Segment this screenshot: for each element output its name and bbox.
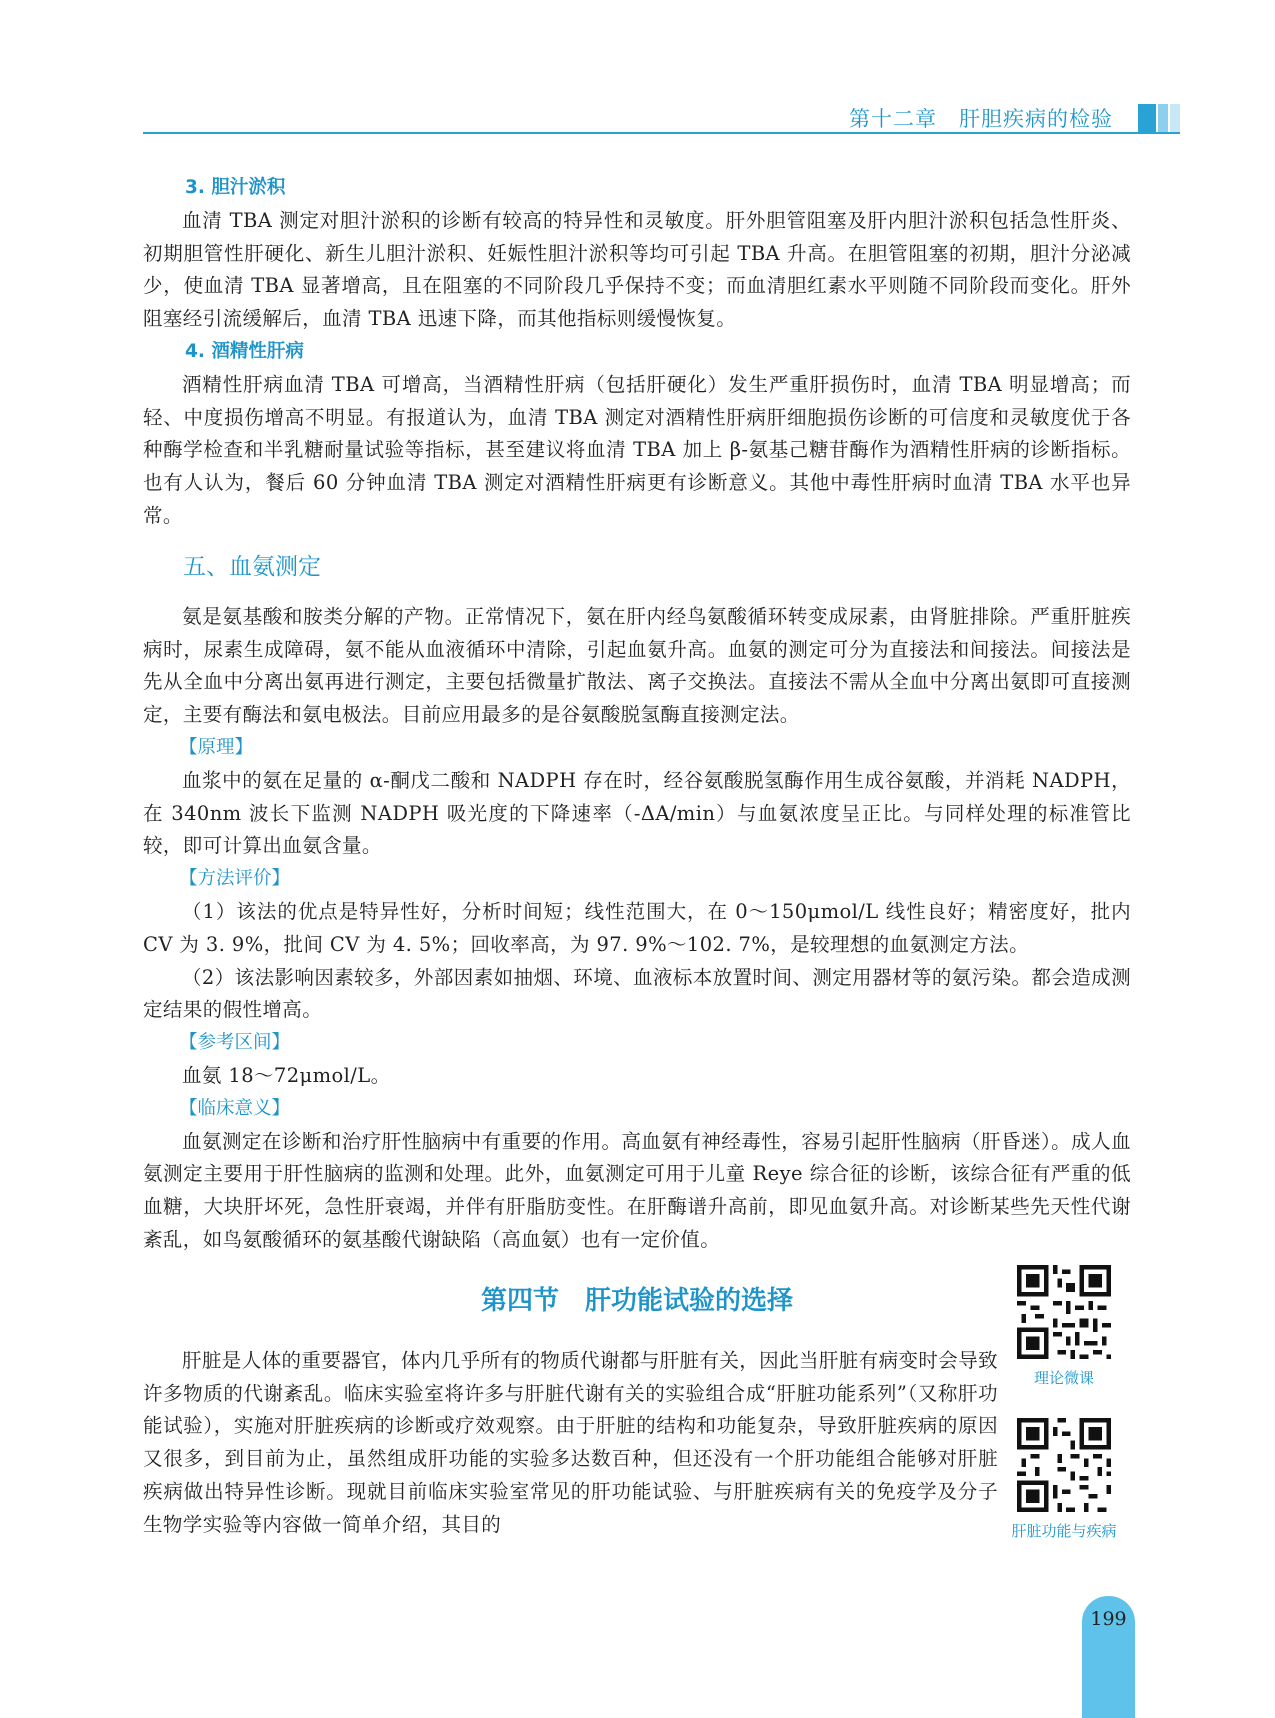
qr-code-micro-lecture[interactable] (1017, 1265, 1111, 1359)
qr-label-micro-lecture: 理论微课 (1033, 1369, 1094, 1387)
paragraph-alcoholic-liver: 酒精性肝病血清 TBA 可增高，当酒精性肝病（包括肝硬化）发生严重肝损伤时，血清 TBA 明显增高；而轻、中度损伤增高不明显。有报道认为，血清 TBA 测定对酒精性肝病肝细胞损伤诊断的可信度和灵敏度优于各种酶学检查和半乳糖耐量试验等指标，甚至建议将血清 TBA 加上 β-氨基己糖苷酶作为酒精性肝病的诊断指标。也有人认为，餐后 60 分钟血清 TBA 测定对酒精性肝病更有诊断意义。其他中毒性肝病时血清 TBA 水平也异常。 (143, 372, 1131, 527)
qr-code-icon (1017, 1418, 1111, 1512)
header-accent-bar-light (1158, 104, 1168, 132)
paragraph-blood-ammonia: 氨是氨基酸和胺类分解的产物。正常情况下，氨在肝内经鸟氨酸循环转变成尿素，由肾脏排除。严重肝脏疾病时，尿素生成障碍，氨不能从血液循环中清除，引起血氨升高。血氨的测定可分为直接法和间接法。间接法是先从全血中分离出氨再进行测定，主要包括微量扩散法、离子交换法。直接法不需从全血中分离出氨即可直接测定，主要有酶法和氨电极法。目前应用最多的是谷氨酸脱氢酶直接测定法。 (143, 604, 1131, 727)
header-accent-bar-lighter (1170, 104, 1180, 132)
paragraph-reference-interval: 血氨 18～72μmol/L。 (182, 1063, 391, 1087)
qr-label-liver-function: 肝脏功能与疾病 (1011, 1522, 1117, 1540)
heading-principle: 【原理】 (179, 736, 254, 758)
section-heading-blood-ammonia: 五、血氨测定 (183, 553, 321, 580)
paragraph-evaluation-1: （1）该法的优点是特异性好，分析时间短；线性范围大，在 0～150μmol/L 线性良好；精密度好，批内 CV 为 3. 9%，批间 CV 为 4. 5%；回收率高，为 97. 9%～102. 7%，是较理想的血氨测定方法。 (143, 899, 1131, 956)
paragraph-liver-function-intro: 肝脏是人体的重要器官，体内几乎所有的物质代谢都与肝脏有关，因此当肝脏有病变时会导致许多物质的代谢紊乱。临床实验室将许多与肝脏代谢有关的实验组合成“肝脏功能系列”（又称肝功能试验），实施对肝脏疾病的诊断或疗效观察。由于肝脏的结构和功能复杂，导致肝脏疾病的原因又很多，到目前为止，虽然组成肝功能的实验多达数百种，但还没有一个肝功能组合能够对肝脏疾病做出特异性诊断。现就目前临床实验室常见的肝功能试验、与肝脏疾病有关的免疫学及分子生物学实验等内容做一简单介绍，其目的 (143, 1348, 998, 1536)
heading-reference-interval: 【参考区间】 (179, 1032, 291, 1054)
paragraph-clinical-significance: 血氨测定在诊断和治疗肝性脑病中有重要的作用。高血氨有神经毒性，容易引起肝性脑病（肝昏迷）。成人血氨测定主要用于肝性脑病的监测和处理。此外，血氨测定可用于儿童 Reye 综合征的诊断，该综合征有严重的低血糖，大块肝坏死，急性肝衰竭，并伴有肝脂肪变性。在肝酶谱升高前，即见血氨升高。对诊断某些先天性代谢紊乱，如鸟氨酸循环的氨基酸代谢缺陷（高血氨）也有一定价值。 (143, 1129, 1131, 1251)
header-divider (143, 132, 1180, 134)
heading-clinical-significance: 【临床意义】 (179, 1097, 291, 1119)
section-title-liver-function-tests: 第四节 肝功能试验的选择 (480, 1285, 793, 1316)
page-number: 199 (1090, 1608, 1127, 1630)
subheading-alcoholic-liver: 4. 酒精性肝病 (185, 340, 304, 362)
paragraph-cholestasis: 血清 TBA 测定对胆汁淤积的诊断有较高的特异性和灵敏度。肝外胆管阻塞及肝内胆汁淤积包括急性肝炎、初期胆管性肝硬化、新生儿胆汁淤积、妊娠性胆汁淤积等均可引起 TBA 升高。在胆管阻塞的初期，胆汁分泌减少，使血清 TBA 显著增高，且在阻塞的不同阶段几乎保持不变；而血清胆红素水平则随不同阶段而变化。肝外阻塞经引流缓解后，血清 TBA 迅速下降，而其他指标则缓慢恢复。 (143, 208, 1131, 331)
page-body (143, 172, 1131, 1541)
paragraph-evaluation-2: （2）该法影响因素较多，外部因素如抽烟、环境、血液标本放置时间、测定用器材等的氨污染。都会造成测定结果的假性增高。 (143, 965, 1131, 1022)
heading-method-evaluation: 【方法评价】 (179, 868, 291, 890)
subheading-cholestasis: 3. 胆汁淤积 (185, 177, 286, 198)
paragraph-principle: 血浆中的氨在足量的 α-酮戊二酸和 NADPH 存在时，经谷氨酸脱氢酶作用生成谷氨酸，并消耗 NADPH，在 340nm 波长下监测 NADPH 吸光度的下降速率（-ΔA/min）与血氨浓度呈正比。与同样处理的标准管比较，即可计算出血氨含量。 (143, 768, 1131, 858)
header-accent-bar (1138, 104, 1156, 132)
qr-code-liver-function[interactable] (1017, 1418, 1111, 1512)
header-title: 第十二章 肝胆疾病的检验 (849, 107, 1113, 131)
qr-code-icon (1017, 1265, 1111, 1359)
